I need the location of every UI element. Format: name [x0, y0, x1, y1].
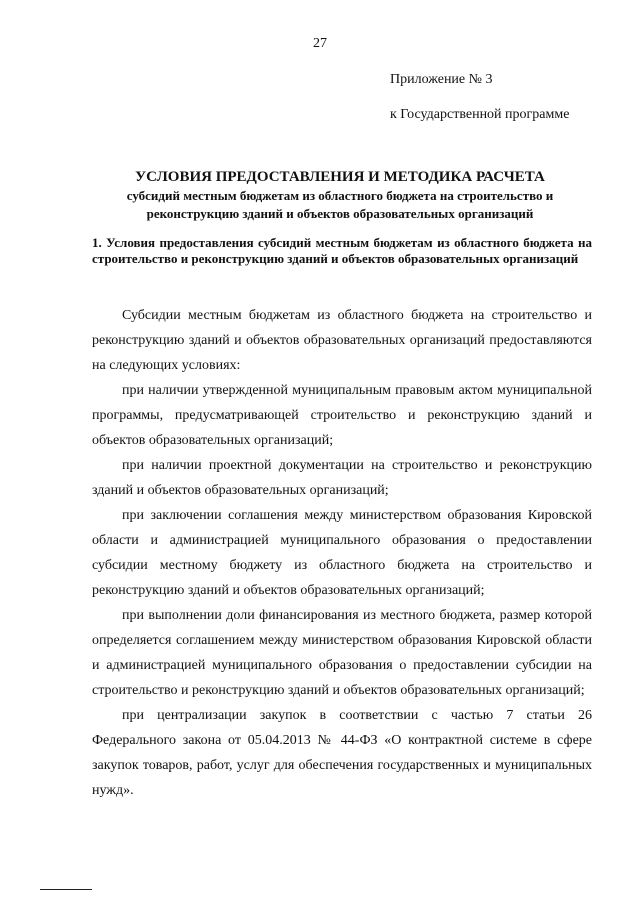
footnote-rule — [40, 889, 92, 890]
paragraph: при выполнении доли финансирования из местного бюджета, размер которой определяется соглашением между министерством образования Кировской области и администрацией муниципального образования о предоставлении субсидии на строительство и реконструкцию зданий и объектов образовательных организаций; — [92, 608, 592, 698]
title-main: УСЛОВИЯ ПРЕДОСТАВЛЕНИЯ И МЕТОДИКА РАСЧЕТА — [135, 169, 545, 185]
paragraph: при централизации закупок в соответствии с частью 7 статьи 26 Федерального закона от 05.04.2013 № 44-ФЗ «О контрактной системе в сфере закупок товаров, работ, услуг для обеспечения государственных и муниципальных нужд». — [92, 708, 592, 798]
title-subtitle: субсидий местным бюджетам из областного бюджета на строительство и реконструкцию зданий и объектов образовательных организаций — [126, 188, 554, 221]
paragraph: при наличии утвержденной муниципальным правовым актом муниципальной программы, предусматривающей строительство и реконструкцию зданий и объектов образовательных организаций; — [92, 383, 592, 448]
paragraph: Субсидии местным бюджетам из областного бюджета на строительство и реконструкцию зданий и объектов образовательных организаций предоставляются на следующих условиях: — [92, 308, 592, 373]
page-number: 27 — [313, 36, 327, 51]
document-title — [92, 168, 588, 223]
body-text — [92, 303, 592, 803]
section-heading: 1. Условия предоставления субсидий местным бюджетам из областного бюджета на строительство и реконструкцию зданий и объектов образовательных организаций — [92, 235, 592, 266]
paragraph: при наличии проектной документации на строительство и реконструкцию зданий и объектов образовательных организаций; — [92, 458, 592, 498]
paragraph: при заключении соглашения между министерством образования Кировской области и администрацией муниципального образования о предоставлении субсидии местному бюджету из областного бюджета на строительство и реконструкцию зданий и объектов образовательных организаций; — [92, 508, 592, 598]
appendix-label: Приложение № 3 — [390, 72, 493, 87]
appendix-reference: к Государственной программе — [390, 107, 570, 122]
